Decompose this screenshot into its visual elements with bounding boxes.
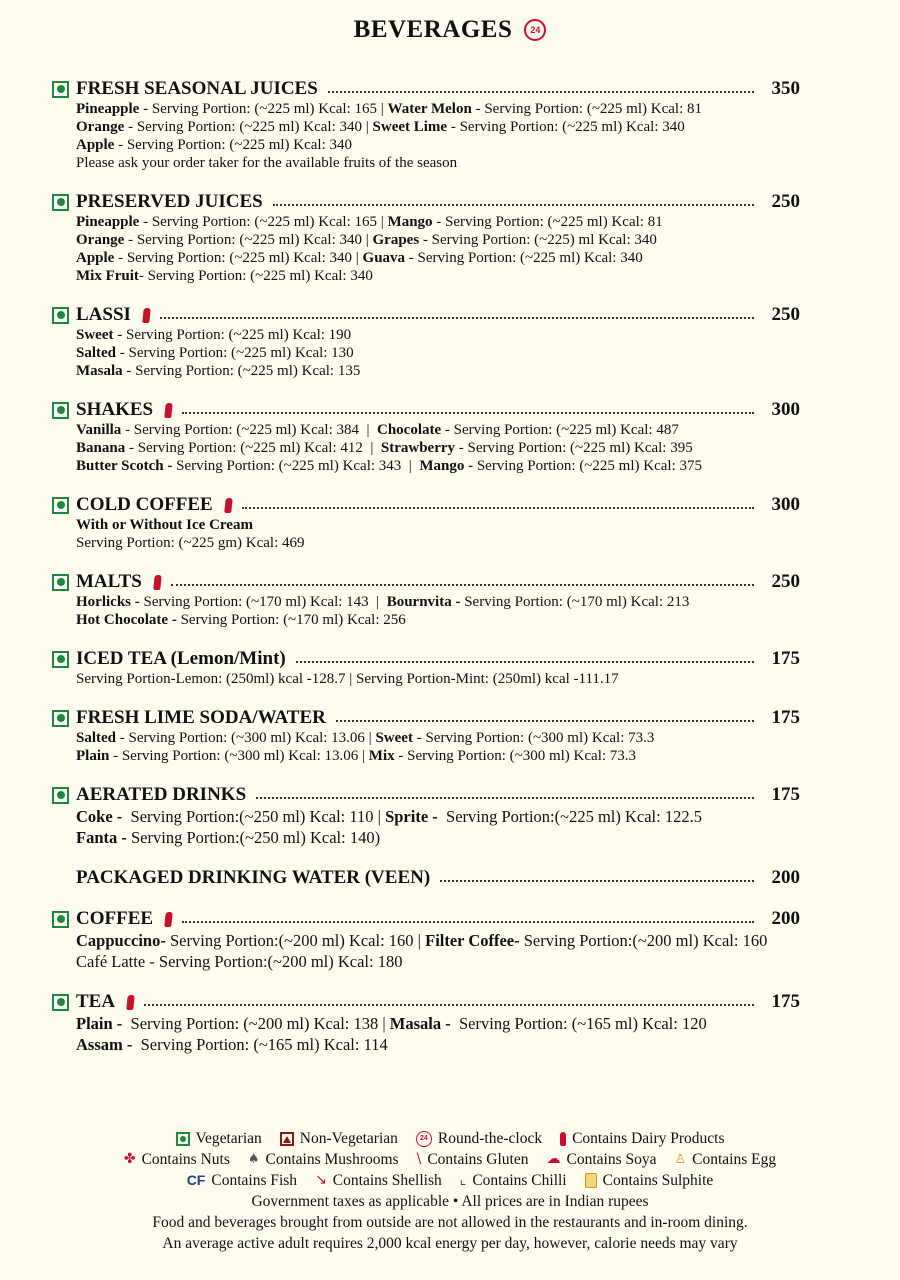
- menu-item-name: COLD COFFEE: [76, 494, 213, 515]
- variant-info: Serving Portion:(~200 ml) Kcal: 160: [519, 931, 768, 950]
- round-the-clock-icon: 24: [524, 19, 546, 41]
- variant-info: Serving Portion: (~170 ml) Kcal: 143 |: [139, 594, 387, 610]
- variant-name: Mix: [368, 748, 395, 764]
- vegetarian-icon: [52, 574, 69, 591]
- variant-name: With or Without Ice Cream: [76, 517, 253, 533]
- variant-name: Orange: [76, 232, 125, 248]
- variant-info: Serving Portion: (~165 ml) Kcal: 114: [136, 1035, 388, 1054]
- menu-item: [52, 648, 800, 688]
- detail-line: [76, 136, 800, 154]
- menu-item: [52, 399, 800, 475]
- mushroom-icon: ♠: [247, 1152, 260, 1167]
- page-title: BEVERAGES: [353, 16, 513, 43]
- variant-info: Serving Portion: (~170 ml) Kcal: 256: [180, 612, 406, 628]
- variant-info: - Serving Portion: (~225 ml) Kcal: 340 |: [124, 232, 373, 248]
- menu-item-price: 175: [771, 784, 800, 805]
- chilli-icon: ⌞: [459, 1172, 467, 1188]
- dairy-icon: [126, 995, 135, 1010]
- vegetarian-icon: [52, 787, 69, 804]
- menu-item-name: PRESERVED JUICES: [76, 191, 263, 212]
- detail-line: [76, 267, 800, 285]
- note-kcal: An average active adult requires 2,000 kcal energy per day, however, calorie needs may vary: [162, 1235, 738, 1252]
- variant-name: Sprite -: [385, 807, 442, 826]
- variant-name: Coke -: [76, 807, 127, 826]
- variant-info: - Serving Portion: (~225 ml) Kcal: 81: [432, 214, 663, 230]
- variant-name: Pineapple: [76, 214, 140, 230]
- legend-row-3: [0, 1170, 900, 1191]
- variant-name: Salted: [76, 345, 117, 361]
- detail-line: [76, 457, 800, 475]
- variant-info: Serving Portion:(~250 ml) Kcal: 140): [126, 828, 381, 847]
- dot-leader: [171, 584, 754, 586]
- detail-line: [76, 516, 800, 534]
- menu-item-header: [52, 494, 800, 516]
- legend-vegetarian: Vegetarian: [176, 1128, 262, 1149]
- variant-info: Serving Portion:(~225 ml) Kcal: 122.5: [441, 807, 702, 826]
- variant-info: Serving Portion: (~200 ml) Kcal: 138 |: [126, 1014, 390, 1033]
- variant-name: Grapes: [372, 232, 420, 248]
- non-vegetarian-icon: [280, 1132, 294, 1146]
- variant-info: - Serving Portion: (~225 ml) Kcal: 340: [138, 268, 373, 284]
- menu-item-details: [76, 1013, 800, 1055]
- menu-item-price: 175: [771, 991, 800, 1012]
- legend-chilli: ⌞ Contains Chilli: [459, 1172, 567, 1189]
- vegetarian-icon: [176, 1132, 190, 1146]
- vegetarian-icon: [52, 497, 69, 514]
- menu-item-header: [52, 648, 800, 670]
- variant-info: - Serving Portion: (~225 ml) Kcal: 340: [447, 119, 685, 135]
- variant-info: Serving Portion-Lemon: (250ml) kcal -128.7 | Serving Portion-Mint: (250ml) kcal -111.17: [76, 671, 619, 687]
- dot-leader: [144, 1004, 754, 1006]
- variant-name: Sweet: [375, 730, 413, 746]
- variant-name: Orange: [76, 119, 125, 135]
- vegetarian-icon: [52, 911, 69, 928]
- variant-info: - Serving Portion: (~225) ml Kcal: 340: [419, 232, 657, 248]
- detail-line: [76, 362, 800, 380]
- dot-leader: [182, 921, 754, 923]
- variant-name: Apple: [76, 137, 115, 153]
- detail-line: [76, 249, 800, 267]
- variant-info: - Serving Portion: (~225 ml) Kcal: 190: [113, 327, 352, 343]
- variant-info: Serving Portion: (~170 ml) Kcal: 213: [460, 594, 690, 610]
- menu-item-name: FRESH SEASONAL JUICES: [76, 78, 318, 99]
- variant-name: Vanilla: [76, 422, 122, 438]
- egg-icon: ♙: [674, 1152, 687, 1167]
- legend-row-2: [0, 1149, 900, 1170]
- variant-info: - Serving Portion: (~225 ml) Kcal: 165 |: [139, 214, 388, 230]
- dairy-icon: [560, 1132, 566, 1146]
- beverage-menu: [52, 78, 800, 1074]
- variant-name: Sweet Lime: [372, 119, 448, 135]
- variant-info: - Serving Portion: (~300 ml) Kcal: 13.06 |: [116, 730, 376, 746]
- vegetarian-icon: [52, 81, 69, 98]
- vegetarian-icon: [52, 402, 69, 419]
- menu-item-price: 200: [771, 908, 800, 929]
- menu-item-name: MALTS: [76, 571, 142, 592]
- detail-line: [76, 100, 800, 118]
- variant-name: Mango -: [419, 458, 474, 474]
- sulphite-icon: [585, 1173, 597, 1188]
- menu-item-price: 175: [771, 648, 800, 669]
- detail-line: [76, 231, 800, 249]
- dairy-icon: [164, 912, 173, 927]
- detail-line: [76, 344, 800, 362]
- menu-item-name: PACKAGED DRINKING WATER (VEEN): [76, 867, 431, 888]
- variant-info: - Serving Portion: (~225 ml) Kcal: 130: [116, 345, 354, 361]
- menu-item-header: [52, 867, 800, 889]
- menu-item-header: [52, 78, 800, 100]
- legend-dairy: Contains Dairy Products: [560, 1128, 724, 1149]
- gluten-icon: \: [416, 1151, 422, 1167]
- legend-mushrooms: ♠ Contains Mushrooms: [247, 1151, 399, 1168]
- variant-info: - Serving Portion: (~300 ml) Kcal: 73.3: [394, 748, 637, 764]
- legend-fish: CF Contains Fish: [186, 1172, 298, 1189]
- menu-item-details: [76, 593, 800, 629]
- dairy-icon: [224, 498, 233, 513]
- variant-info: Serving Portion: (~225 ml) Kcal: 343 |: [172, 458, 420, 474]
- variant-info: - Serving Portion: (~225 ml) Kcal: 384 |: [121, 422, 377, 438]
- note-taxes: Government taxes as applicable • All prices are in Indian rupees: [251, 1193, 649, 1210]
- legend-round-the-clock: 24 Round-the-clock: [416, 1128, 542, 1149]
- variant-name: Butter Scotch -: [76, 458, 173, 474]
- variant-name: Masala: [76, 363, 123, 379]
- fish-icon: CF: [186, 1172, 206, 1188]
- variant-name: Salted: [76, 730, 117, 746]
- legend-row-1: [0, 1128, 900, 1149]
- variant-name: Cappuccino-: [76, 931, 166, 950]
- menu-item-price: 300: [771, 494, 800, 515]
- menu-item: [52, 571, 800, 629]
- detail-line: [76, 930, 800, 951]
- legend-egg: ♙ Contains Egg: [674, 1151, 777, 1168]
- detail-line: [76, 118, 800, 136]
- menu-item-details: [76, 326, 800, 380]
- menu-item: [52, 191, 800, 285]
- dot-leader: [242, 507, 754, 509]
- detail-line: [76, 827, 800, 848]
- detail-line: [76, 593, 800, 611]
- variant-name: Assam -: [76, 1035, 137, 1054]
- menu-item-name: ICED TEA (Lemon/Mint): [76, 648, 286, 669]
- detail-line: [76, 421, 800, 439]
- variant-name: Water Melon: [387, 101, 472, 117]
- menu-item-name: TEA: [76, 991, 116, 1012]
- menu-item-price: 250: [771, 571, 800, 592]
- variant-info: Serving Portion:(~200 ml) Kcal: 160 |: [165, 931, 426, 950]
- menu-item-name: COFFEE: [76, 908, 154, 929]
- variant-info: - Serving Portion: (~225 ml) Kcal: 165 |: [139, 101, 388, 117]
- dot-leader: [182, 412, 754, 414]
- variant-name: Bournvita -: [386, 594, 461, 610]
- dot-leader: [273, 204, 754, 206]
- menu-item: [52, 78, 800, 172]
- variant-name: Apple: [76, 250, 115, 266]
- variant-name: Filter Coffee-: [425, 931, 520, 950]
- menu-item-name: LASSI: [76, 304, 131, 325]
- variant-name: Guava: [362, 250, 406, 266]
- menu-item-price: 175: [771, 707, 800, 728]
- menu-item: [52, 494, 800, 552]
- variant-name: Chocolate: [377, 422, 442, 438]
- shellfish-icon: ↘: [315, 1172, 327, 1188]
- vegetarian-icon: [52, 994, 69, 1011]
- variant-info: Please ask your order taker for the available fruits of the season: [76, 155, 458, 171]
- menu-item-details: [76, 516, 800, 552]
- menu-item: [52, 707, 800, 765]
- menu-item: [52, 867, 800, 889]
- variant-name: Plain -: [76, 1014, 127, 1033]
- menu-item-name: FRESH LIME SODA/WATER: [76, 707, 326, 728]
- dot-leader: [160, 317, 754, 319]
- variant-info: - Serving Portion: (~225 ml) Kcal: 135: [122, 363, 361, 379]
- page-header: [0, 16, 900, 44]
- variant-name: Fanta -: [76, 828, 127, 847]
- variant-info: Serving Portion: (~225 ml) Kcal: 375: [473, 458, 702, 474]
- variant-name: Banana: [76, 440, 126, 456]
- variant-info: - Serving Portion: (~225 ml) Kcal: 340: [405, 250, 643, 266]
- menu-item-details: [76, 100, 800, 172]
- legend-sulphite: Contains Sulphite: [585, 1170, 714, 1191]
- dot-leader: [440, 880, 754, 882]
- variant-info: - Serving Portion: (~225 ml) Kcal: 81: [471, 101, 702, 117]
- dairy-icon: [153, 575, 162, 590]
- dot-leader: [328, 91, 754, 93]
- variant-info: - Serving Portion: (~225 ml) Kcal: 340: [114, 137, 353, 153]
- menu-item: [52, 991, 800, 1055]
- variant-info: - Serving Portion: (~225 ml) Kcal: 395: [455, 440, 693, 456]
- detail-line: [76, 326, 800, 344]
- detail-line: [76, 670, 800, 688]
- vegetarian-icon: [52, 651, 69, 668]
- menu-item-header: [52, 304, 800, 326]
- menu-item-header: [52, 908, 800, 930]
- menu-item-details: [76, 729, 800, 765]
- menu-item: [52, 784, 800, 848]
- nuts-icon: ✤: [123, 1151, 136, 1167]
- legend-soya: ☁ Contains Soya: [546, 1151, 657, 1168]
- menu-item: [52, 304, 800, 380]
- menu-item-price: 300: [771, 399, 800, 420]
- menu-item-name: SHAKES: [76, 399, 154, 420]
- variant-info: Serving Portion:(~250 ml) Kcal: 110 |: [126, 807, 386, 826]
- menu-item-details: [76, 213, 800, 285]
- legend-shellfish: ↘ Contains Shellish: [315, 1172, 442, 1189]
- variant-name: Masala -: [389, 1014, 455, 1033]
- menu-item-header: [52, 991, 800, 1013]
- detail-line: [76, 1034, 800, 1055]
- vegetarian-icon: [52, 710, 69, 727]
- dairy-icon: [164, 403, 173, 418]
- dot-leader: [336, 720, 754, 722]
- menu-item-price: 350: [771, 78, 800, 99]
- menu-item-header: [52, 399, 800, 421]
- detail-line: [76, 806, 800, 827]
- menu-item-header: [52, 707, 800, 729]
- menu-item-price: 250: [771, 191, 800, 212]
- detail-line: [76, 611, 800, 629]
- variant-info: - Serving Portion: (~300 ml) Kcal: 13.06 |: [109, 748, 369, 764]
- detail-line: [76, 729, 800, 747]
- menu-item-header: [52, 191, 800, 213]
- dot-leader: [256, 797, 754, 799]
- menu-item-details: [76, 670, 800, 688]
- vegetarian-icon: [52, 194, 69, 211]
- detail-line: [76, 747, 800, 765]
- detail-line: [76, 951, 800, 972]
- menu-item-name: AERATED DRINKS: [76, 784, 247, 805]
- variant-name: Hot Chocolate -: [76, 612, 181, 628]
- variant-name: Pineapple: [76, 101, 140, 117]
- legend: [0, 1128, 900, 1254]
- variant-name: Mix Fruit: [76, 268, 139, 284]
- detail-line: [76, 213, 800, 231]
- variant-info: Serving Portion: (~225 gm) Kcal: 469: [76, 535, 305, 551]
- menu-item-header: [52, 571, 800, 593]
- detail-line: [76, 1013, 800, 1034]
- variant-name: Mango: [387, 214, 433, 230]
- soya-icon: ☁: [546, 1151, 561, 1167]
- detail-line: [76, 154, 800, 172]
- legend-gluten: \ Contains Gluten: [416, 1151, 529, 1168]
- menu-item-details: [76, 421, 800, 475]
- variant-info: - Serving Portion: (~225 ml) Kcal: 487: [441, 422, 679, 438]
- menu-item-details: [76, 806, 800, 848]
- legend-non-vegetarian: Non-Vegetarian: [280, 1128, 398, 1149]
- vegetarian-icon: [52, 307, 69, 324]
- variant-info: Serving Portion: (~165 ml) Kcal: 120: [454, 1014, 707, 1033]
- legend-nuts: ✤ Contains Nuts: [123, 1151, 230, 1168]
- variant-name: Horlicks -: [76, 594, 140, 610]
- dot-leader: [296, 661, 754, 663]
- note-outside-food: Food and beverages brought from outside are not allowed in the restaurants and in-room dining.: [152, 1214, 748, 1231]
- menu-item: [52, 908, 800, 972]
- detail-line: [76, 439, 800, 457]
- variant-info: - Serving Portion: (~225 ml) Kcal: 412 |: [125, 440, 381, 456]
- variant-name: Strawberry: [380, 440, 456, 456]
- menu-item-header: [52, 784, 800, 806]
- variant-info: - Serving Portion: (~225 ml) Kcal: 340 |: [124, 119, 373, 135]
- round-the-clock-icon: 24: [416, 1131, 432, 1147]
- variant-info: - Serving Portion: (~300 ml) Kcal: 73.3: [412, 730, 655, 746]
- dairy-icon: [142, 308, 151, 323]
- menu-item-price: 250: [771, 304, 800, 325]
- variant-info: - Serving Portion: (~225 ml) Kcal: 340 |: [114, 250, 363, 266]
- variant-name: Sweet: [76, 327, 114, 343]
- detail-line: [76, 534, 800, 552]
- menu-item-price: 200: [771, 867, 800, 888]
- variant-name: Plain: [76, 748, 110, 764]
- variant-info: Café Latte - Serving Portion:(~200 ml) Kcal: 180: [76, 952, 403, 971]
- menu-item-details: [76, 930, 800, 972]
